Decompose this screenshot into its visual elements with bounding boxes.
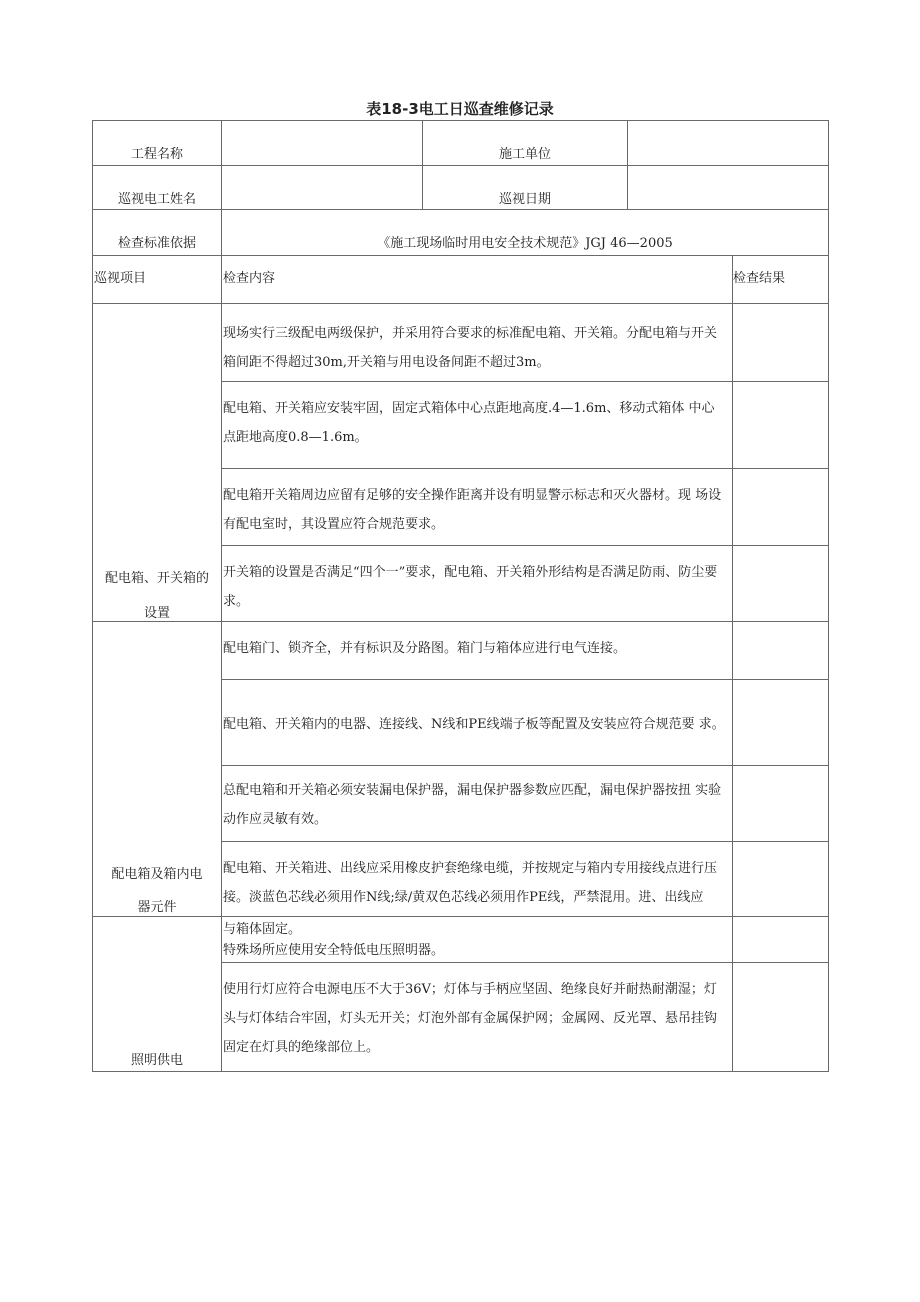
inspection-date-label: 巡视日期 [498, 192, 551, 207]
section-2-row-3-text: 总配电箱和开关箱必须安装漏电保护器，漏电保护器参数应匹配，漏电保护器按扭 实验动作应灵敏有效。 [223, 783, 722, 827]
section-3-row-3-result [732, 962, 829, 1072]
section-1-row-3-result [732, 468, 829, 546]
section-1-row-3-text: 配电箱开关箱周边应留有足够的安全操作距离并设有明显警示标志和灭火器材。现 场设有配电室时，其设置应符合规范要求。 [223, 488, 722, 532]
cell-project-name-value [221, 120, 423, 166]
section-3-row-1-text: 与箱体固定。 [223, 922, 302, 937]
project-name-label: 工程名称 [130, 147, 183, 162]
section-1-row-2-text: 配电箱、开关箱应安装牢固，固定式箱体中心点距地高度.4—1.6m、移动式箱体 中心点距地高度0.8—1.6m。 [223, 401, 715, 445]
section-2-row-4-text: 配电箱、开关箱进、出线应采用橡皮护套绝缘电缆，并按规定与箱内专用接线点进行压接。淡蓝色芯线必须用作N线;绿/黄双色芯线必须用作PE线，严禁混用。进、出线应 [223, 861, 718, 905]
column-result: 检查结果 [733, 271, 786, 286]
section-2-name-line2: 器元件 [137, 900, 177, 915]
section-3-row-1-result [732, 916, 829, 963]
standard-value: 《施工现场临时用电安全技术规范》JGJ 46—2005 [377, 236, 673, 251]
section-1-row-4-text: 开关箱的设置是否满足“四个一”要求，配电箱、开关箱外形结构是否满足防雨、防尘要求。 [223, 565, 718, 609]
section-2-row-1-result [732, 621, 829, 680]
construction-unit-label: 施工单位 [498, 147, 551, 162]
section-3-name: 照明供电 [130, 1053, 183, 1068]
section-2-row-4-result [732, 841, 829, 917]
section-1-name-line2: 设置 [143, 606, 170, 621]
section-2-name-line1: 配电箱及箱内电 [111, 867, 203, 882]
section-1-name-line1: 配电箱、开关箱的 [104, 571, 209, 586]
section-2-row-1-text: 配电箱门、锁齐全，并有标识及分路图。箱门与箱体应进行电气连接。 [223, 641, 627, 656]
section-2-row-2-text: 配电箱、开关箱内的电器、连接线、N线和PE线端子板等配置及安装应符合规范要 求。 [223, 717, 725, 732]
cell-inspector-value [221, 165, 423, 210]
column-content: 检查内容 [223, 271, 276, 286]
section-3-name-cell [92, 916, 222, 1072]
section-1-row-1-text: 现场实行三级配电两级保护，并采用符合要求的标准配电箱、开关箱。分配电箱与开关箱间距不得超过30m,开关箱与用电设备间距不超过3m。 [223, 326, 718, 370]
section-1-row-2-result [732, 381, 829, 469]
section-1-row-1-result [732, 303, 829, 382]
inspector-name-label: 巡视电工姓名 [117, 192, 196, 207]
document-title: 表18-3电工日巡查维修记录 [366, 100, 554, 118]
section-3-row-3-text: 使用行灯应符合电源电压不大于36V；灯体与手柄应坚固、绝缘良好并耐热耐潮湿；灯头与灯体结合牢固，灯头无开关；灯泡外部有金属保护网；金属网、反光罩、悬吊挂钩固定在灯具的绝缘部位上。 [223, 982, 718, 1055]
cell-col-content [221, 255, 733, 304]
section-3-row-2-text: 特殊场所应使用安全特低电压照明器。 [223, 943, 445, 958]
cell-date-value [627, 165, 829, 210]
section-2-row-2-result [732, 679, 829, 766]
cell-construction-unit-value [627, 120, 829, 166]
section-2-row-3-result [732, 765, 829, 842]
column-item: 巡视项目 [94, 271, 147, 286]
section-1-row-4-result [732, 545, 829, 622]
standard-label: 检查标准依据 [117, 236, 196, 251]
